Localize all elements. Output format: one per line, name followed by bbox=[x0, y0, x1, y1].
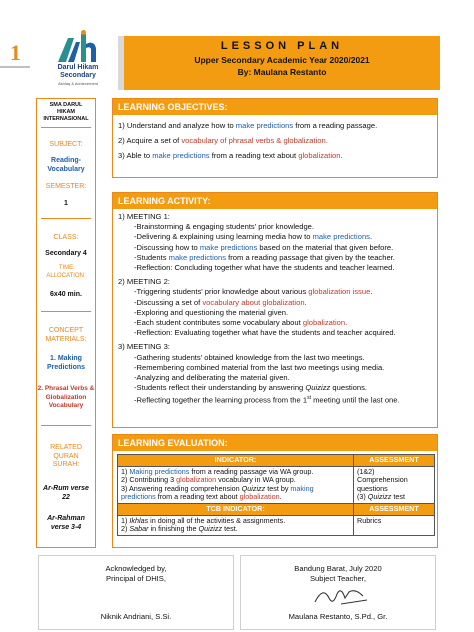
surah-2-line: Ar-Rahman bbox=[47, 515, 85, 522]
table-row bbox=[118, 503, 435, 515]
line-highlight: make predictions bbox=[312, 232, 370, 242]
time-label-line: ALLOCATION: bbox=[46, 272, 86, 279]
cell-text: vocabulary in WA group. bbox=[216, 475, 296, 485]
meeting-line: -Exploring and questioning the material given. bbox=[134, 307, 289, 317]
line-text: meeting until the last one. bbox=[310, 395, 400, 405]
objective-highlight: vocabulary of phrasal verbs & globalization. bbox=[181, 136, 328, 146]
evaluation-heading: LEARNING EVALUATION: bbox=[113, 435, 437, 451]
tcb-indicator-cell bbox=[118, 515, 354, 535]
meeting-line bbox=[118, 232, 432, 242]
line-text: . bbox=[369, 232, 373, 242]
objective-highlight: make predictions bbox=[235, 121, 294, 130]
line-text: based on the material that given before. bbox=[257, 242, 394, 252]
assessment-cell bbox=[354, 466, 435, 503]
meeting-1 bbox=[118, 212, 432, 273]
cell-text: test by bbox=[265, 483, 291, 493]
subject-value bbox=[37, 157, 95, 174]
indicator-header: INDICATOR: bbox=[118, 455, 354, 467]
concept-material-1 bbox=[37, 355, 95, 372]
cell-highlight: making predictions bbox=[121, 483, 314, 502]
meeting-line bbox=[118, 253, 432, 263]
page-number-underline bbox=[0, 66, 30, 69]
assessment-item: Comprehension questions bbox=[357, 475, 408, 493]
line-text: -Triggering students' prior knowledge about various bbox=[134, 287, 309, 297]
cell-text: 2) bbox=[121, 524, 130, 534]
line-text: . bbox=[345, 318, 348, 328]
line-text: questions. bbox=[330, 383, 368, 393]
principal-title: Principal of DHIS, bbox=[106, 573, 166, 583]
principal-signature-box bbox=[38, 555, 234, 630]
objective-text: 3) Able to bbox=[118, 151, 153, 161]
cell-text: test. bbox=[222, 524, 238, 534]
surah-2-line: verse 3-4 bbox=[50, 523, 82, 531]
assessment-item: (1&2) bbox=[357, 466, 375, 476]
meeting-line bbox=[118, 298, 432, 308]
school-name-line: SMA DARUL bbox=[49, 102, 83, 108]
meeting-line bbox=[118, 318, 432, 328]
meeting-line: -Reflection: Concluding together what have the students and teacher learned. bbox=[134, 263, 395, 273]
cell-text: in finishing the bbox=[148, 524, 199, 534]
class-value: Secondary 4 bbox=[45, 250, 87, 257]
meeting-line bbox=[118, 243, 432, 253]
school-name-line: HIKAM bbox=[56, 109, 76, 115]
cell-highlight: globalization bbox=[176, 475, 217, 485]
cell-highlight: globalization bbox=[239, 492, 280, 502]
concept-label bbox=[37, 327, 95, 344]
objective-item bbox=[118, 121, 432, 131]
objectives-list bbox=[113, 115, 437, 170]
tcb-assessment-cell: Rubrics bbox=[354, 515, 435, 535]
cell-italic: Quizizz bbox=[241, 483, 266, 493]
table-row bbox=[118, 466, 435, 503]
semester-label: SEMESTER: bbox=[45, 183, 87, 190]
sidebar-divider bbox=[41, 218, 91, 219]
cell-italic: Quizizz bbox=[198, 524, 223, 534]
school-name bbox=[37, 102, 95, 123]
line-highlight: globalization bbox=[302, 318, 346, 328]
line-text: -Discussing a set of bbox=[134, 297, 203, 307]
cell-italic: Ikhlas bbox=[129, 515, 149, 525]
semester-value: 1 bbox=[64, 200, 68, 207]
time-allocation-value: 6x40 min. bbox=[50, 291, 82, 298]
darul-hikam-logo-icon bbox=[54, 30, 102, 64]
objective-item bbox=[118, 136, 432, 146]
activity-list bbox=[113, 209, 437, 413]
class-label: CLASS: bbox=[53, 234, 79, 241]
line-text: . bbox=[370, 287, 373, 297]
related-label-line: SURAH: bbox=[52, 461, 80, 468]
subject-value-line: Vocabulary bbox=[47, 165, 85, 173]
header-subtitle: Upper Secondary Academic Year 2020/2021 bbox=[194, 55, 370, 65]
tcb-assessment-header: ASSESSMENT bbox=[354, 503, 435, 515]
meeting-line bbox=[118, 287, 432, 297]
concept-label-line: MATERIALS: bbox=[45, 335, 87, 343]
line-highlight: make predictions bbox=[168, 252, 227, 262]
info-sidebar bbox=[36, 98, 96, 548]
line-text: -Students bbox=[134, 252, 169, 262]
line-italic: Quizizz bbox=[305, 383, 331, 393]
cell-text: from a reading text about bbox=[155, 492, 240, 502]
concept-2-line: Globalization bbox=[45, 393, 87, 401]
related-label-line: QURAN bbox=[53, 452, 79, 460]
meeting-line: -Analyzing and deliberating the material given. bbox=[134, 373, 290, 383]
meeting-line: -Brainstorming & engaging students' prior knowledge. bbox=[134, 222, 315, 232]
acknowledged-line: Acknowledged by, bbox=[105, 564, 167, 573]
meeting-line: -Gathering students' obtained knowledge from the last two meetings. bbox=[134, 352, 365, 362]
line-highlight: vocabulary about globalization bbox=[202, 297, 305, 307]
indicator-item bbox=[121, 485, 350, 502]
surah-1 bbox=[37, 485, 95, 502]
meeting-line: -Reflection: Evaluating together what have the students and teacher acquired. bbox=[134, 328, 396, 338]
cell-text: 1) bbox=[121, 515, 130, 525]
indicator-cell bbox=[118, 466, 354, 503]
objective-text: from a reading text about bbox=[209, 151, 299, 161]
related-surah-label bbox=[37, 444, 95, 470]
meeting-title: 1) MEETING 1: bbox=[118, 212, 170, 221]
assessment-item bbox=[357, 493, 431, 502]
line-text: from a reading passage that given by the teacher. bbox=[226, 252, 395, 262]
logo-line2: Secondary bbox=[60, 72, 96, 79]
learning-evaluation-section bbox=[112, 434, 438, 548]
concept-2-line: Vocabulary bbox=[48, 402, 84, 409]
meeting-title: 2) MEETING 2: bbox=[118, 277, 170, 287]
meeting-title: 3) MEETING 3: bbox=[118, 342, 170, 352]
line-text: -Each student contributes some vocabulary about bbox=[134, 318, 303, 328]
tcb-item bbox=[121, 525, 350, 534]
objective-text: . bbox=[340, 151, 343, 161]
time-allocation-label bbox=[37, 265, 95, 280]
learning-objectives-section bbox=[112, 98, 438, 178]
tcb-indicator-header: TCB INDICATOR: bbox=[118, 503, 354, 515]
header-title: LESSON PLAN bbox=[220, 40, 344, 52]
concept-material-2 bbox=[37, 385, 95, 411]
meeting-line: -Remembering combined material from the last two meetings using media. bbox=[134, 362, 385, 372]
cell-text: . bbox=[279, 492, 282, 502]
line-superscript: st bbox=[307, 395, 311, 402]
school-name-line: INTERNASIONAL bbox=[43, 116, 89, 122]
page-number: 1 bbox=[10, 40, 21, 65]
line-highlight: globalization issue bbox=[308, 287, 371, 297]
table-row bbox=[118, 515, 435, 535]
header-author: By: Maulana Restanto bbox=[237, 67, 327, 77]
cell-text: from a reading passage via WA group. bbox=[189, 466, 314, 476]
sidebar-divider bbox=[41, 311, 91, 312]
concept-1-line: Predictions bbox=[46, 363, 86, 371]
cell-text: 1) bbox=[121, 466, 130, 476]
line-text: -Reflecting together the learning process from the 1 bbox=[134, 395, 308, 405]
table-row bbox=[118, 455, 435, 467]
place-date: Bandung Barat, July 2020 bbox=[294, 564, 382, 573]
cell-italic: Quizizz bbox=[367, 492, 392, 502]
related-label-line: RELATED bbox=[50, 444, 82, 451]
sidebar-divider bbox=[41, 127, 91, 128]
objective-highlight: make predictions bbox=[152, 151, 210, 161]
logo-line1: Darul Hikam bbox=[57, 64, 99, 71]
line-text: . bbox=[304, 297, 307, 307]
school-logo bbox=[46, 30, 110, 86]
subject-value-line: Reading- bbox=[51, 157, 81, 164]
teacher-title: Subject Teacher, bbox=[309, 573, 366, 583]
objective-text: 2) Acquire a set of bbox=[118, 136, 182, 146]
cell-text: (3) bbox=[357, 492, 368, 502]
concept-1-line: 1. Making bbox=[50, 355, 82, 362]
objective-text: 1) Understand and analyze how to bbox=[118, 121, 236, 130]
cell-highlight: Making predictions bbox=[129, 466, 190, 476]
surah-2 bbox=[37, 515, 95, 532]
principal-name: Niknik Andriani, S.Si. bbox=[100, 612, 172, 621]
time-label-line: TIME bbox=[58, 265, 74, 271]
meeting-3 bbox=[118, 342, 432, 406]
surah-1-line: 22 bbox=[62, 493, 70, 501]
concept-2-line: 2. Phrasal Verbs & bbox=[37, 385, 95, 392]
subject-label: SUBJECT: bbox=[49, 141, 83, 148]
surah-1-line: Ar-Rum verse bbox=[43, 485, 89, 492]
objective-text: from a reading passage. bbox=[293, 121, 378, 130]
objective-highlight: globalization bbox=[298, 151, 341, 161]
meeting-line bbox=[118, 383, 432, 393]
line-text: -Discussing how to bbox=[134, 242, 200, 252]
line-text: -Students reflect their understanding by answering bbox=[134, 383, 306, 393]
learning-activity-section bbox=[112, 192, 438, 428]
assessment-header: ASSESSMENT bbox=[354, 455, 435, 467]
objectives-heading: LEARNING OBJECTIVES: bbox=[113, 99, 437, 115]
logo-tagline: Akhlaq & Achievement bbox=[57, 81, 99, 86]
concept-label-line: CONCEPT bbox=[48, 327, 84, 334]
objective-item bbox=[118, 151, 432, 161]
activity-heading: LEARNING ACTIVITY: bbox=[113, 193, 437, 209]
line-text: -Delivering & explaining using learning media how to bbox=[134, 232, 313, 242]
lesson-plan-header bbox=[118, 36, 440, 90]
cell-text: 2) Contributing 3 bbox=[121, 475, 177, 485]
cell-text: in doing all of the activities & assignments. bbox=[148, 515, 286, 525]
sidebar-divider bbox=[41, 425, 91, 426]
cell-italic: Sabar bbox=[129, 524, 149, 534]
meeting-line bbox=[118, 393, 432, 406]
meeting-2 bbox=[118, 277, 432, 338]
evaluation-table bbox=[117, 454, 435, 536]
teacher-signature-box bbox=[240, 555, 436, 630]
cell-text: 3) Answering reading comprehension bbox=[121, 483, 242, 493]
handwritten-signature-icon bbox=[311, 584, 371, 608]
teacher-name: Maulana Restanto, S.Pd., Gr. bbox=[288, 612, 388, 621]
cell-text: test bbox=[391, 492, 405, 502]
line-highlight: make predictions bbox=[199, 242, 258, 252]
